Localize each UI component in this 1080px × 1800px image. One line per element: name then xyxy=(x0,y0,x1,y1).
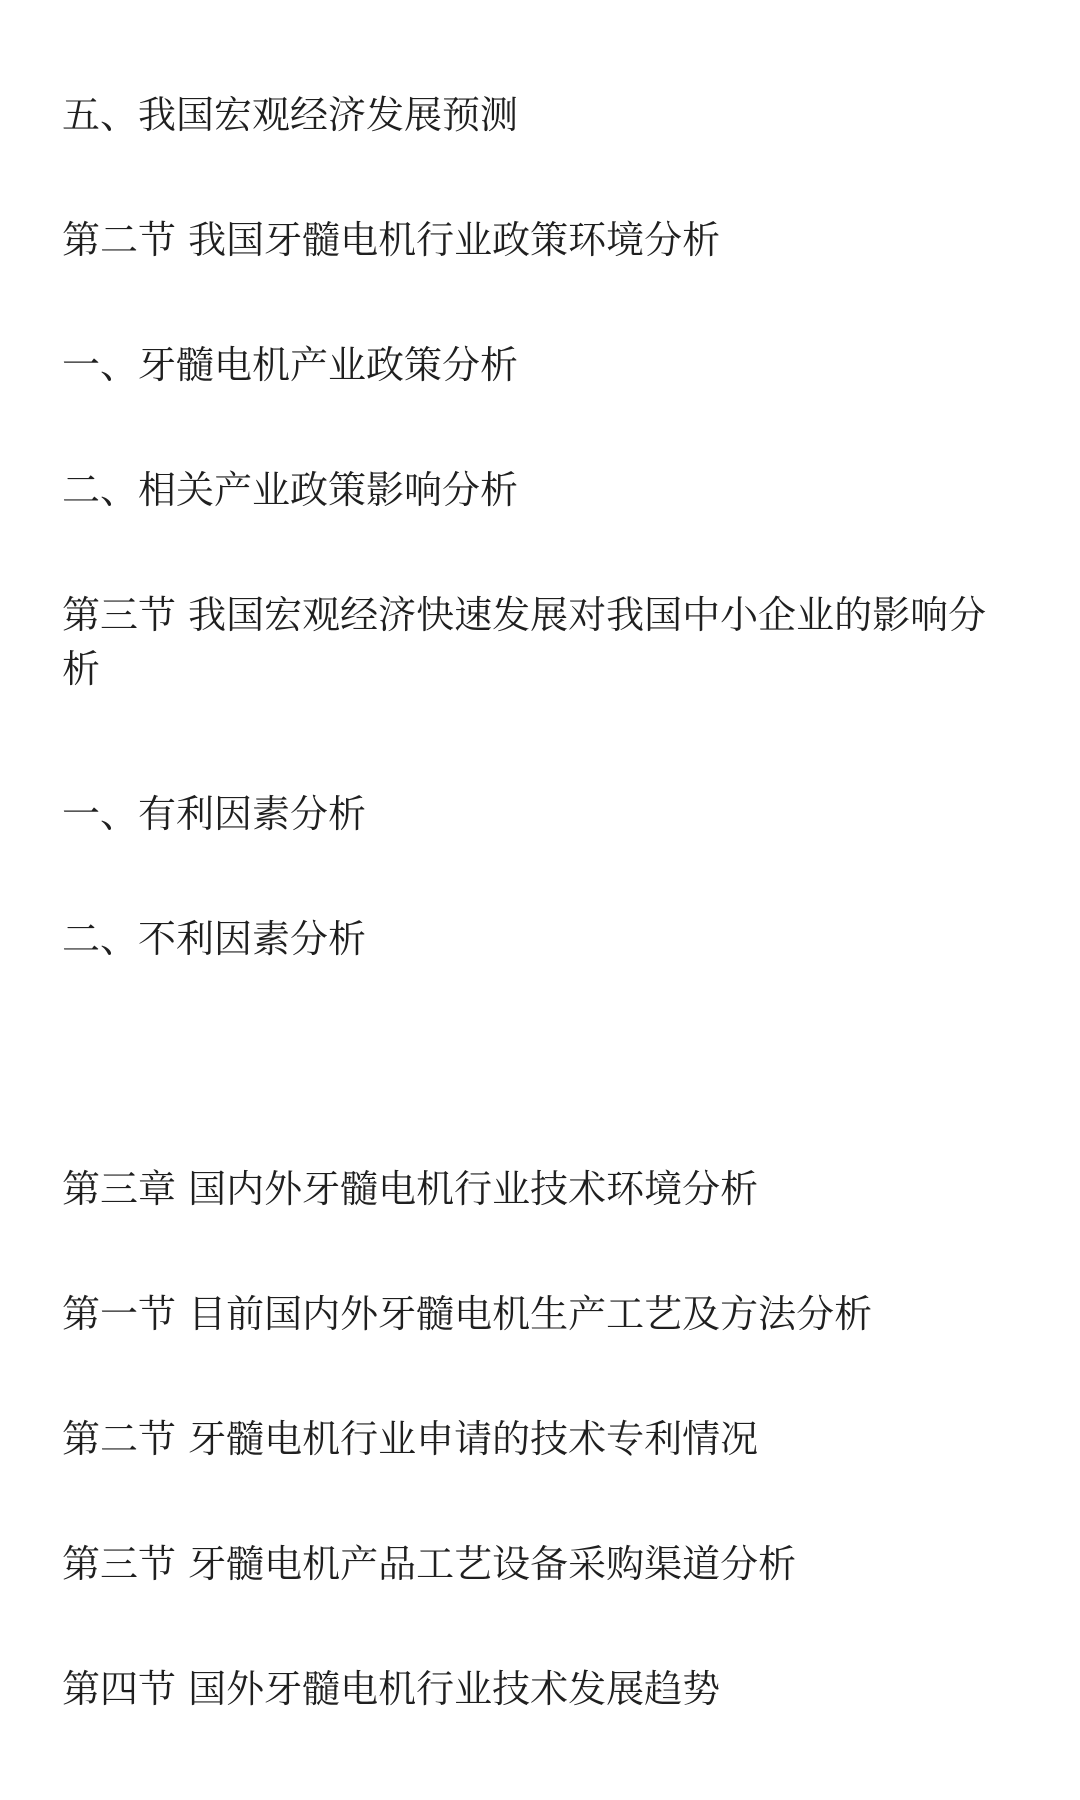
toc-line-unfavorable-factors: 二、不利因素分析 xyxy=(62,917,367,961)
toc-section-sme-impact: 第三节 我国宏观经济快速发展对我国中小企业的影响分析 xyxy=(62,593,987,691)
toc-section-policy-environment: 第二节 我国牙髓电机行业政策环境分析 xyxy=(62,218,721,262)
toc-line-related-policy: 二、相关产业政策影响分析 xyxy=(62,468,519,512)
toc-line-macro-forecast: 五、我国宏观经济发展预测 xyxy=(62,93,519,137)
toc-section-procurement-channels: 第三节 牙髓电机产品工艺设备采购渠道分析 xyxy=(62,1542,797,1586)
toc-line-favorable-factors: 一、有利因素分析 xyxy=(62,792,367,836)
toc-line-industry-policy: 一、牙髓电机产业政策分析 xyxy=(62,343,519,387)
toc-section-patents: 第二节 牙髓电机行业申请的技术专利情况 xyxy=(62,1417,759,1461)
toc-section-production-process: 第一节 目前国内外牙髓电机生产工艺及方法分析 xyxy=(62,1292,873,1336)
toc-chapter-technology-environment: 第三章 国内外牙髓电机行业技术环境分析 xyxy=(62,1167,759,1211)
toc-section-tech-trends: 第四节 国外牙髓电机行业技术发展趋势 xyxy=(62,1667,721,1711)
